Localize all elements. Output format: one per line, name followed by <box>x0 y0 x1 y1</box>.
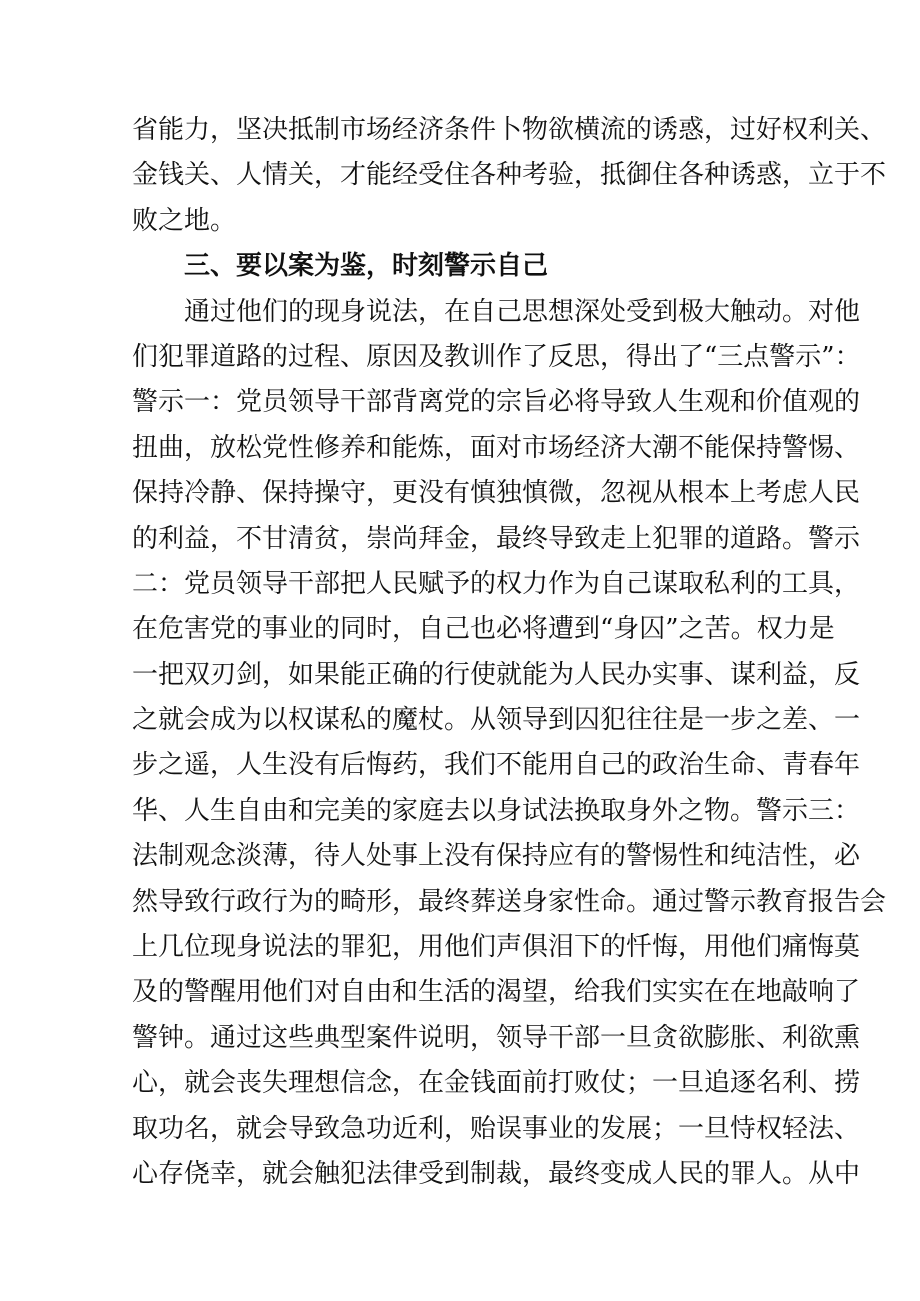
text-line: 省能力，坚决抵制市场经济条件卜物欲横流的诱惑，过好权利关、 <box>132 115 887 145</box>
text-line: 警钟。通过这些典型案件说明，领导干部一旦贪欲膨胀、利欲熏 <box>132 1022 861 1053</box>
text-line: 警示一：党员领导干部背离党的宗旨必将导致人生观和价值观的 <box>132 387 861 418</box>
text-line: 上几位现身说法的罪犯，用他们声俱泪下的忏悔，用他们痛悔莫 <box>132 932 861 963</box>
body-text <box>132 108 887 1197</box>
text-line: 们犯罪道路的过程、原因及教训作了反思，得出了“三点警示”： <box>132 341 861 372</box>
text-line: 心存侥幸，就会触犯法律受到制裁，最终变成人民的罪人。从中 <box>132 1158 861 1189</box>
text-line: 取功名，就会导致急功近利，贻误事业的发展；一旦恃权轻法、 <box>132 1113 861 1144</box>
text-line: 之就会成为以权谋私的魔杖。从领导到囚犯往往是一步之差、一 <box>132 705 861 736</box>
text-line: 败之地。 <box>132 205 237 236</box>
section-heading: 三、要以案为鉴，时刻警示自己 <box>184 251 549 282</box>
text-line: 法制观念淡薄，待人处事上没有保持应有的警惕性和纯洁性，必 <box>132 841 861 872</box>
text-line: 在危害党的事业的同时，自己也必将遭到“身囚”之苦。权力是 <box>132 614 835 645</box>
text-line: 金钱关、人情关，才能经受住各种考验，抵御住各种诱惑，立于不 <box>132 160 887 191</box>
text-line: 步之遥，人生没有后悔药，我们不能用自己的政治生命、青春年 <box>132 750 861 781</box>
text-line: 的利益，不甘清贫，崇尚拜金，最终导致走上犯罪的道路。警示 <box>132 523 861 554</box>
text-line: 保持冷静、保持操守，更没有慎独慎微，忽视从根本上考虑人民 <box>132 478 861 509</box>
text-line: 二：党员领导干部把人民赋予的权力作为自己谋取私利的工具， <box>132 568 861 599</box>
text-line: 心，就会丧失理想信念，在金钱面前打败仗；一旦追逐名利、捞 <box>132 1068 861 1099</box>
text-line: 华、人生自由和完美的家庭去以身试法换取身外之物。警示三： <box>132 795 861 826</box>
text-line: 一把双刃剑，如果能正确的行使就能为人民办实事、谋利益，反 <box>132 659 861 690</box>
text-line: 扭曲，放松党性修养和能炼，面对市场经济大潮不能保持警惕、 <box>132 432 861 463</box>
text-line: 及的警醒用他们对自由和生活的渴望，给我们实实在在地敲响了 <box>132 977 861 1008</box>
text-line: 通过他们的现身说法，在自己思想深处受到极大触动。对他 <box>184 296 861 327</box>
text-line: 然导致行政行为的畸形，最终葬送身家性命。通过警示教育报告会 <box>132 886 887 917</box>
